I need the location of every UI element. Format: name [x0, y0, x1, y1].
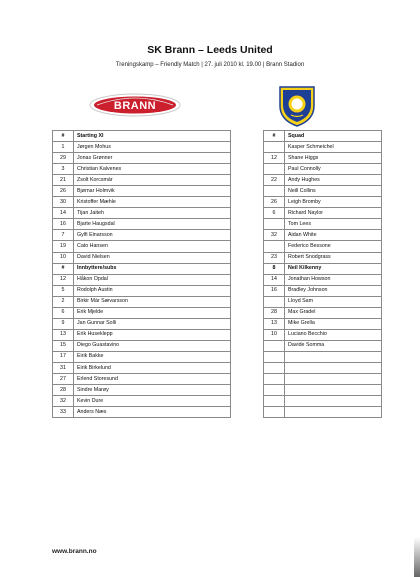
squad-number: 13: [264, 318, 285, 329]
table-row: [53, 252, 382, 263]
squad-name: [285, 374, 382, 385]
player-name: Christian Kalvenes: [74, 164, 231, 175]
player-number: 32: [53, 396, 74, 407]
table-row: [53, 329, 382, 340]
match-title: SK Brann – Leeds United: [147, 44, 273, 56]
player-name: Kristoffer Mæhle: [74, 197, 231, 208]
header-num-2: #: [264, 131, 285, 142]
squad-name: Kasper Schmeichel: [285, 142, 382, 153]
squad-number: 6: [264, 208, 285, 219]
player-name: Sindre Marøy: [74, 385, 231, 396]
squad-name: Lloyd Sam: [285, 296, 382, 307]
table-row: [53, 396, 382, 407]
player-number: 33: [53, 407, 74, 418]
footer-url: www.brann.no: [52, 548, 97, 555]
table-row: [53, 296, 382, 307]
player-name: Anders Næs: [74, 407, 231, 418]
header-squad: Squad: [285, 131, 382, 142]
squad-number: [264, 407, 285, 418]
player-number: 2: [53, 296, 74, 307]
squad-number: [264, 186, 285, 197]
table-row: [53, 407, 382, 418]
squad-number: 22: [264, 175, 285, 186]
player-name: Jan Gunnar Solli: [74, 318, 231, 329]
player-number: #: [53, 263, 74, 274]
player-name: Innbyttere/subs: [74, 263, 231, 274]
squad-number: 32: [264, 230, 285, 241]
table-row: [53, 374, 382, 385]
squad-name: Neill Collins: [285, 186, 382, 197]
table-row: [53, 385, 382, 396]
player-name: Bjarte Haugsdal: [74, 219, 231, 230]
table-row: [53, 164, 382, 175]
squad-number: [264, 385, 285, 396]
squad-name: Shane Higgs: [285, 153, 382, 164]
table-row: [53, 153, 382, 164]
squad-name: Robert Snodgrass: [285, 252, 382, 263]
squad-number: 16: [264, 285, 285, 296]
player-name: Bjørnar Holmvik: [74, 186, 231, 197]
squad-number: [264, 219, 285, 230]
player-name: Cato Hansen: [74, 241, 231, 252]
player-number: 10: [53, 252, 74, 263]
player-name: Gylfi Einarsson: [74, 230, 231, 241]
squad-number: [264, 164, 285, 175]
squad-number: 10: [264, 329, 285, 340]
player-name: Birkir Már Sævarsson: [74, 296, 231, 307]
squad-name: Luciano Becchio: [285, 329, 382, 340]
table-row: [53, 175, 382, 186]
table-row: [53, 197, 382, 208]
player-number: 28: [53, 385, 74, 396]
table-row: [53, 208, 382, 219]
squad-number: [264, 374, 285, 385]
player-number: 13: [53, 329, 74, 340]
player-name: Erlend Storesund: [74, 374, 231, 385]
player-number: 21: [53, 175, 74, 186]
player-number: 5: [53, 285, 74, 296]
player-number: 30: [53, 197, 74, 208]
squad-name: Andy Hughes: [285, 175, 382, 186]
squad-name: Aidan White: [285, 230, 382, 241]
squad-name: Bradley Johnson: [285, 285, 382, 296]
squad-number: [264, 351, 285, 362]
table-row: [53, 230, 382, 241]
table-row: [53, 362, 382, 373]
table-row: [53, 351, 382, 362]
player-name: Erik Mjelde: [74, 307, 231, 318]
squad-number: 28: [264, 307, 285, 318]
squad-name: Richard Naylor: [285, 208, 382, 219]
player-name: Erik Huseklepp: [74, 329, 231, 340]
player-number: 7: [53, 230, 74, 241]
header-starting-xi: Starting XI: [74, 131, 231, 142]
squad-number: [264, 340, 285, 351]
player-number: 19: [53, 241, 74, 252]
squad-number: 14: [264, 274, 285, 285]
player-number: 9: [53, 318, 74, 329]
roster-table: [52, 130, 382, 418]
table-row: [53, 186, 382, 197]
match-subtitle: Treningskamp – Friendly Match | 27. juli 2010 kl. 19.00 | Brann Stadion: [115, 62, 305, 68]
squad-name: [285, 362, 382, 373]
player-name: Rodolph Austin: [74, 285, 231, 296]
squad-name: [285, 385, 382, 396]
table-row: [53, 274, 382, 285]
squad-name: Tom Lees: [285, 219, 382, 230]
player-number: 12: [53, 274, 74, 285]
player-number: 15: [53, 340, 74, 351]
player-name: Eirik Birkelund: [74, 362, 231, 373]
squad-name: [285, 407, 382, 418]
player-number: 31: [53, 362, 74, 373]
player-number: 17: [53, 351, 74, 362]
table-row: [53, 263, 382, 274]
table-row: [53, 318, 382, 329]
squad-name: Max Gradel: [285, 307, 382, 318]
squad-number: [264, 296, 285, 307]
squad-name: Jonathan Howson: [285, 274, 382, 285]
player-number: 6: [53, 307, 74, 318]
scan-shadow: [414, 537, 420, 577]
player-name: David Nielsen: [74, 252, 231, 263]
player-number: 14: [53, 208, 74, 219]
table-row: [53, 142, 382, 153]
header-num: #: [53, 131, 74, 142]
table-row: [53, 241, 382, 252]
player-name: Zsolt Korcsmár: [74, 175, 231, 186]
player-name: Kevin Dure: [74, 396, 231, 407]
player-number: 27: [53, 374, 74, 385]
player-name: Jonas Grønner: [74, 153, 231, 164]
squad-number: [264, 396, 285, 407]
squad-number: 8: [264, 263, 285, 274]
squad-name: Davide Somma: [285, 340, 382, 351]
table-row: [53, 340, 382, 351]
squad-number: [264, 241, 285, 252]
player-name: Håkon Opdal: [74, 274, 231, 285]
squad-name: Neil Kilkenny: [285, 263, 382, 274]
squad-number: 12: [264, 153, 285, 164]
table-row: [53, 285, 382, 296]
squad-name: [285, 396, 382, 407]
leeds-crest-icon: [277, 84, 317, 128]
brann-logo-text: BRANN: [113, 100, 157, 112]
squad-name: Paul Connolly: [285, 164, 382, 175]
brann-logo: [89, 93, 181, 117]
player-number: 1: [53, 142, 74, 153]
squad-number: 23: [264, 252, 285, 263]
squad-number: 26: [264, 197, 285, 208]
player-name: Diego Guastavino: [74, 340, 231, 351]
player-number: 29: [53, 153, 74, 164]
squad-number: [264, 362, 285, 373]
squad-name: [285, 351, 382, 362]
table-row: [53, 307, 382, 318]
player-number: 16: [53, 219, 74, 230]
squad-number: [264, 142, 285, 153]
player-name: Jørgen Mohus: [74, 142, 231, 153]
player-number: 26: [53, 186, 74, 197]
squad-name: Mike Grella: [285, 318, 382, 329]
squad-name: Leigh Bromby: [285, 197, 382, 208]
squad-name: Federico Bessone: [285, 241, 382, 252]
player-number: 3: [53, 164, 74, 175]
table-header-row: [53, 131, 382, 142]
player-name: Tijan Jaiteh: [74, 208, 231, 219]
player-name: Eirik Bakke: [74, 351, 231, 362]
table-row: [53, 219, 382, 230]
